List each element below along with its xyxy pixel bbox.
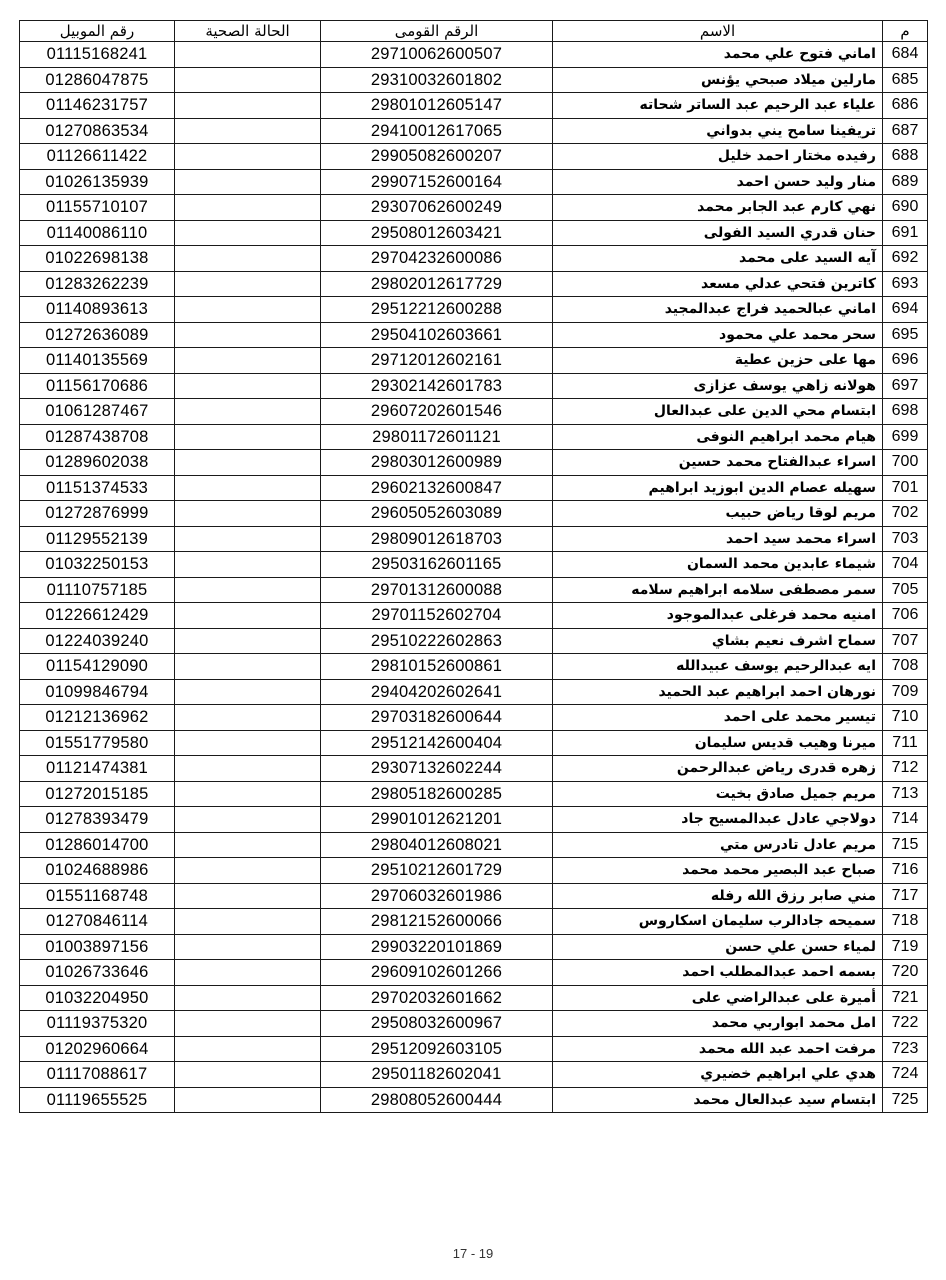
cell-name: ابتسام سيد عبدالعال محمد xyxy=(553,1087,883,1113)
cell-mobile: 01272636089 xyxy=(20,322,175,348)
cell-health-status xyxy=(175,552,321,578)
table-row xyxy=(20,654,928,680)
cell-health-status xyxy=(175,169,321,195)
cell-name: مها على حزين عطية xyxy=(553,348,883,374)
cell-name: تريفينا سامح يني بدواني xyxy=(553,118,883,144)
cell-health-status xyxy=(175,93,321,119)
cell-name: مريم عادل تادرس متي xyxy=(553,832,883,858)
cell-health-status xyxy=(175,705,321,731)
cell-index: 717 xyxy=(883,883,928,909)
cell-national-id: 29605052603089 xyxy=(321,501,553,527)
header-health-status: الحالة الصحية xyxy=(175,21,321,42)
table-row xyxy=(20,730,928,756)
cell-index: 689 xyxy=(883,169,928,195)
cell-name: مريم لوقا رياض حبيب xyxy=(553,501,883,527)
table-row xyxy=(20,118,928,144)
table-row xyxy=(20,195,928,221)
table-row xyxy=(20,373,928,399)
table-row xyxy=(20,985,928,1011)
cell-national-id: 29702032601662 xyxy=(321,985,553,1011)
cell-mobile: 01026733646 xyxy=(20,960,175,986)
table-row xyxy=(20,1062,928,1088)
cell-health-status xyxy=(175,220,321,246)
table-row xyxy=(20,909,928,935)
cell-national-id: 29802012617729 xyxy=(321,271,553,297)
cell-mobile: 01061287467 xyxy=(20,399,175,425)
cell-mobile: 01003897156 xyxy=(20,934,175,960)
cell-name: ايه عبدالرحيم يوسف عبيدالله xyxy=(553,654,883,680)
cell-name: رفيده مختار احمد خليل xyxy=(553,144,883,170)
cell-national-id: 29706032601986 xyxy=(321,883,553,909)
cell-national-id: 29602132600847 xyxy=(321,475,553,501)
cell-mobile: 01026135939 xyxy=(20,169,175,195)
cell-name: امنيه محمد فرغلى عبدالموجود xyxy=(553,603,883,629)
cell-national-id: 29302142601783 xyxy=(321,373,553,399)
cell-index: 684 xyxy=(883,42,928,68)
cell-health-status xyxy=(175,373,321,399)
cell-national-id: 29903220101869 xyxy=(321,934,553,960)
cell-index: 722 xyxy=(883,1011,928,1037)
cell-mobile: 01226612429 xyxy=(20,603,175,629)
cell-health-status xyxy=(175,1062,321,1088)
cell-index: 707 xyxy=(883,628,928,654)
cell-mobile: 01140135569 xyxy=(20,348,175,374)
cell-index: 719 xyxy=(883,934,928,960)
cell-mobile: 01032250153 xyxy=(20,552,175,578)
cell-health-status xyxy=(175,577,321,603)
cell-mobile: 01140893613 xyxy=(20,297,175,323)
cell-national-id: 29508012603421 xyxy=(321,220,553,246)
cell-index: 697 xyxy=(883,373,928,399)
cell-health-status xyxy=(175,450,321,476)
cell-mobile: 01551779580 xyxy=(20,730,175,756)
table-row xyxy=(20,552,928,578)
cell-health-status xyxy=(175,654,321,680)
cell-name: تيسير محمد على احمد xyxy=(553,705,883,731)
cell-national-id: 29804012608021 xyxy=(321,832,553,858)
table-row xyxy=(20,475,928,501)
cell-name: بسمه احمد عبدالمطلب احمد xyxy=(553,960,883,986)
cell-health-status xyxy=(175,322,321,348)
cell-name: علياء عبد الرحيم عبد الساتر شحاته xyxy=(553,93,883,119)
cell-name: اسراء عبدالفتاح محمد حسين xyxy=(553,450,883,476)
cell-health-status xyxy=(175,42,321,68)
table-row xyxy=(20,883,928,909)
cell-name: لمياء حسن علي حسن xyxy=(553,934,883,960)
cell-mobile: 01286014700 xyxy=(20,832,175,858)
cell-national-id: 29609102601266 xyxy=(321,960,553,986)
cell-health-status xyxy=(175,424,321,450)
cell-health-status xyxy=(175,1087,321,1113)
header-index: م xyxy=(883,21,928,42)
cell-index: 693 xyxy=(883,271,928,297)
cell-name: هولانه زاهي يوسف عزازى xyxy=(553,373,883,399)
cell-mobile: 01212136962 xyxy=(20,705,175,731)
cell-index: 711 xyxy=(883,730,928,756)
cell-mobile: 01224039240 xyxy=(20,628,175,654)
table-row xyxy=(20,424,928,450)
cell-health-status xyxy=(175,832,321,858)
cell-health-status xyxy=(175,603,321,629)
cell-name: هيام محمد ابراهيم النوفى xyxy=(553,424,883,450)
cell-national-id: 29809012618703 xyxy=(321,526,553,552)
table-row xyxy=(20,67,928,93)
table-body xyxy=(20,42,928,1113)
cell-index: 695 xyxy=(883,322,928,348)
cell-national-id: 29805182600285 xyxy=(321,781,553,807)
cell-national-id: 29812152600066 xyxy=(321,909,553,935)
table-row xyxy=(20,960,928,986)
table-row xyxy=(20,603,928,629)
cell-name: اماني فتوح علي محمد xyxy=(553,42,883,68)
table-row xyxy=(20,297,928,323)
cell-national-id: 29801172601121 xyxy=(321,424,553,450)
cell-mobile: 01151374533 xyxy=(20,475,175,501)
cell-health-status xyxy=(175,246,321,272)
cell-index: 687 xyxy=(883,118,928,144)
table-row xyxy=(20,271,928,297)
cell-health-status xyxy=(175,909,321,935)
cell-health-status xyxy=(175,271,321,297)
cell-mobile: 01119375320 xyxy=(20,1011,175,1037)
cell-name: مارلين ميلاد صبحي يؤنس xyxy=(553,67,883,93)
cell-health-status xyxy=(175,501,321,527)
cell-mobile: 01121474381 xyxy=(20,756,175,782)
table-row xyxy=(20,1011,928,1037)
cell-mobile: 01289602038 xyxy=(20,450,175,476)
cell-name: حنان قدري السيد الفولى xyxy=(553,220,883,246)
cell-index: 718 xyxy=(883,909,928,935)
cell-national-id: 29510222602863 xyxy=(321,628,553,654)
cell-national-id: 29310032601802 xyxy=(321,67,553,93)
cell-health-status xyxy=(175,781,321,807)
cell-health-status xyxy=(175,195,321,221)
cell-mobile: 01119655525 xyxy=(20,1087,175,1113)
cell-index: 690 xyxy=(883,195,928,221)
cell-name: سحر محمد علي محمود xyxy=(553,322,883,348)
cell-health-status xyxy=(175,985,321,1011)
table-row xyxy=(20,577,928,603)
cell-index: 710 xyxy=(883,705,928,731)
cell-mobile: 01156170686 xyxy=(20,373,175,399)
cell-health-status xyxy=(175,679,321,705)
cell-index: 709 xyxy=(883,679,928,705)
cell-name: دولاجي عادل عبدالمسيح جاد xyxy=(553,807,883,833)
cell-health-status xyxy=(175,399,321,425)
cell-health-status xyxy=(175,475,321,501)
cell-mobile: 01270846114 xyxy=(20,909,175,935)
cell-national-id: 29808052600444 xyxy=(321,1087,553,1113)
cell-index: 703 xyxy=(883,526,928,552)
cell-name: زهره قدرى رياض عبدالرحمن xyxy=(553,756,883,782)
cell-national-id: 29701312600088 xyxy=(321,577,553,603)
cell-name: مني صابر رزق الله رفله xyxy=(553,883,883,909)
table-row xyxy=(20,220,928,246)
cell-index: 724 xyxy=(883,1062,928,1088)
roster-table xyxy=(19,20,928,1113)
cell-national-id: 29712012602161 xyxy=(321,348,553,374)
table-row xyxy=(20,858,928,884)
cell-mobile: 01022698138 xyxy=(20,246,175,272)
cell-national-id: 29512092603105 xyxy=(321,1036,553,1062)
cell-index: 716 xyxy=(883,858,928,884)
cell-index: 714 xyxy=(883,807,928,833)
cell-index: 688 xyxy=(883,144,928,170)
cell-index: 713 xyxy=(883,781,928,807)
cell-national-id: 29703182600644 xyxy=(321,705,553,731)
cell-index: 723 xyxy=(883,1036,928,1062)
cell-name: سهيله عصام الدين ابوزيد ابراهيم xyxy=(553,475,883,501)
cell-name: صباح عبد البصير محمد محمد xyxy=(553,858,883,884)
cell-national-id: 29307062600249 xyxy=(321,195,553,221)
cell-national-id: 29307132602244 xyxy=(321,756,553,782)
cell-index: 686 xyxy=(883,93,928,119)
cell-national-id: 29607202601546 xyxy=(321,399,553,425)
cell-mobile: 01283262239 xyxy=(20,271,175,297)
cell-health-status xyxy=(175,297,321,323)
cell-name: سميحه جادالرب سليمان اسكاروس xyxy=(553,909,883,935)
cell-index: 700 xyxy=(883,450,928,476)
header-mobile: رقم الموبيل xyxy=(20,21,175,42)
cell-national-id: 29801012605147 xyxy=(321,93,553,119)
cell-national-id: 29512212600288 xyxy=(321,297,553,323)
cell-health-status xyxy=(175,118,321,144)
table-row xyxy=(20,807,928,833)
cell-health-status xyxy=(175,756,321,782)
cell-index: 721 xyxy=(883,985,928,1011)
cell-health-status xyxy=(175,858,321,884)
cell-national-id: 29404202602641 xyxy=(321,679,553,705)
cell-mobile: 01202960664 xyxy=(20,1036,175,1062)
cell-name: نورهان احمد ابراهيم عبد الحميد xyxy=(553,679,883,705)
cell-national-id: 29503162601165 xyxy=(321,552,553,578)
cell-mobile: 01146231757 xyxy=(20,93,175,119)
cell-name: منار وليد حسن احمد xyxy=(553,169,883,195)
cell-index: 715 xyxy=(883,832,928,858)
cell-mobile: 01551168748 xyxy=(20,883,175,909)
table-row xyxy=(20,144,928,170)
cell-index: 725 xyxy=(883,1087,928,1113)
cell-national-id: 29905082600207 xyxy=(321,144,553,170)
cell-index: 698 xyxy=(883,399,928,425)
cell-index: 702 xyxy=(883,501,928,527)
cell-health-status xyxy=(175,348,321,374)
cell-index: 696 xyxy=(883,348,928,374)
cell-index: 694 xyxy=(883,297,928,323)
header-national-id: الرقم القومى xyxy=(321,21,553,42)
cell-mobile: 01126611422 xyxy=(20,144,175,170)
cell-mobile: 01287438708 xyxy=(20,424,175,450)
cell-mobile: 01155710107 xyxy=(20,195,175,221)
cell-name: شيماء عابدين محمد السمان xyxy=(553,552,883,578)
cell-health-status xyxy=(175,67,321,93)
cell-index: 720 xyxy=(883,960,928,986)
cell-health-status xyxy=(175,960,321,986)
table-row xyxy=(20,679,928,705)
cell-name: ميرنا وهيب قديس سليمان xyxy=(553,730,883,756)
cell-mobile: 01129552139 xyxy=(20,526,175,552)
table-row xyxy=(20,526,928,552)
table-row xyxy=(20,1036,928,1062)
cell-mobile: 01272876999 xyxy=(20,501,175,527)
cell-mobile: 01024688986 xyxy=(20,858,175,884)
cell-name: سماح اشرف نعيم بشاي xyxy=(553,628,883,654)
cell-national-id: 29510212601729 xyxy=(321,858,553,884)
table-row xyxy=(20,501,928,527)
cell-mobile: 01278393479 xyxy=(20,807,175,833)
cell-index: 708 xyxy=(883,654,928,680)
cell-mobile: 01270863534 xyxy=(20,118,175,144)
table-row xyxy=(20,399,928,425)
cell-health-status xyxy=(175,526,321,552)
cell-national-id: 29508032600967 xyxy=(321,1011,553,1037)
table-row xyxy=(20,756,928,782)
table-row xyxy=(20,169,928,195)
cell-mobile: 01272015185 xyxy=(20,781,175,807)
cell-national-id: 29803012600989 xyxy=(321,450,553,476)
cell-name: نهي كارم عبد الجابر محمد xyxy=(553,195,883,221)
cell-name: هدي علي ابراهيم خضيري xyxy=(553,1062,883,1088)
cell-name: كاترين فتحي عدلي مسعد xyxy=(553,271,883,297)
header-row xyxy=(20,21,928,42)
table-row xyxy=(20,42,928,68)
cell-health-status xyxy=(175,730,321,756)
table-row xyxy=(20,348,928,374)
cell-health-status xyxy=(175,934,321,960)
cell-mobile: 01140086110 xyxy=(20,220,175,246)
cell-health-status xyxy=(175,1011,321,1037)
cell-national-id: 29704232600086 xyxy=(321,246,553,272)
cell-health-status xyxy=(175,1036,321,1062)
cell-national-id: 29410012617065 xyxy=(321,118,553,144)
cell-index: 685 xyxy=(883,67,928,93)
table-row xyxy=(20,781,928,807)
cell-national-id: 29710062600507 xyxy=(321,42,553,68)
cell-health-status xyxy=(175,807,321,833)
cell-mobile: 01286047875 xyxy=(20,67,175,93)
cell-mobile: 01117088617 xyxy=(20,1062,175,1088)
cell-index: 705 xyxy=(883,577,928,603)
cell-name: مرفت احمد عبد الله محمد xyxy=(553,1036,883,1062)
cell-mobile: 01154129090 xyxy=(20,654,175,680)
cell-national-id: 29512142600404 xyxy=(321,730,553,756)
cell-name: اماني عبالحميد فراج عبدالمجيد xyxy=(553,297,883,323)
cell-index: 699 xyxy=(883,424,928,450)
cell-mobile: 01110757185 xyxy=(20,577,175,603)
cell-mobile: 01115168241 xyxy=(20,42,175,68)
table-row xyxy=(20,322,928,348)
cell-index: 704 xyxy=(883,552,928,578)
header-name: الاسم xyxy=(553,21,883,42)
cell-name: سمر مصطفى سلامه ابراهيم سلامه xyxy=(553,577,883,603)
cell-health-status xyxy=(175,144,321,170)
cell-index: 706 xyxy=(883,603,928,629)
cell-name: امل محمد ابواربي محمد xyxy=(553,1011,883,1037)
cell-index: 701 xyxy=(883,475,928,501)
cell-name: آيه السيد على محمد xyxy=(553,246,883,272)
cell-health-status xyxy=(175,883,321,909)
cell-national-id: 29907152600164 xyxy=(321,169,553,195)
table-row xyxy=(20,450,928,476)
table-row xyxy=(20,934,928,960)
cell-national-id: 29501182602041 xyxy=(321,1062,553,1088)
table-row xyxy=(20,705,928,731)
table-row xyxy=(20,628,928,654)
table-row xyxy=(20,832,928,858)
cell-mobile: 01032204950 xyxy=(20,985,175,1011)
page-number: 17 - 19 xyxy=(452,1246,494,1261)
cell-national-id: 29504102603661 xyxy=(321,322,553,348)
table-row xyxy=(20,246,928,272)
cell-mobile: 01099846794 xyxy=(20,679,175,705)
cell-national-id: 29901012621201 xyxy=(321,807,553,833)
cell-health-status xyxy=(175,628,321,654)
cell-name: اسراء محمد سيد احمد xyxy=(553,526,883,552)
cell-national-id: 29810152600861 xyxy=(321,654,553,680)
cell-national-id: 29701152602704 xyxy=(321,603,553,629)
cell-index: 692 xyxy=(883,246,928,272)
table-row xyxy=(20,1087,928,1113)
cell-index: 712 xyxy=(883,756,928,782)
cell-name: مريم جميل صادق بخيت xyxy=(553,781,883,807)
cell-name: أميرة على عبدالراضي على xyxy=(553,985,883,1011)
cell-name: ابتسام محي الدين على عبدالعال xyxy=(553,399,883,425)
table-row xyxy=(20,93,928,119)
cell-index: 691 xyxy=(883,220,928,246)
